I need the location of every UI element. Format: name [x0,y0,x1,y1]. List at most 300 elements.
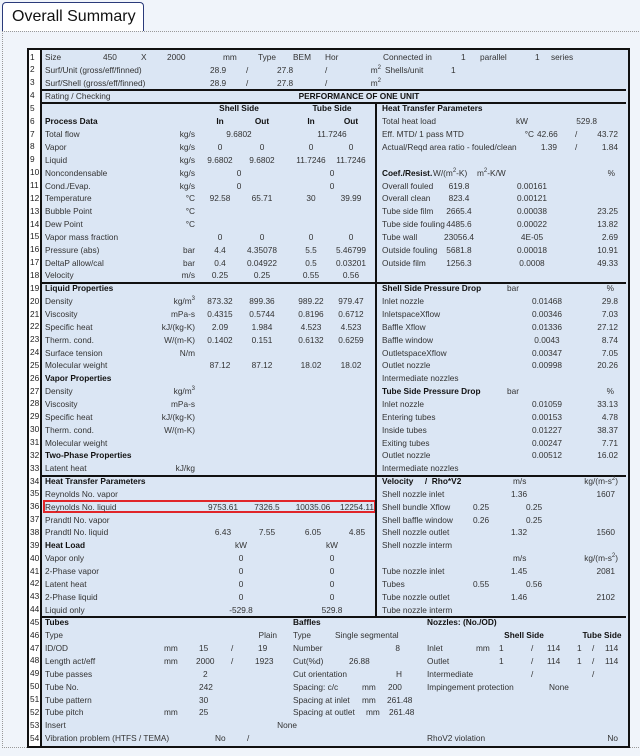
row-label: Inlet nozzle [382,296,424,307]
value-cell: 7326.5 [254,501,280,512]
cell-text: mm [164,655,178,666]
divider [40,102,626,104]
row-label: Vapor mass fraction [45,231,119,242]
value-cell: 0 [348,141,354,152]
value-cell: 823.4 [448,193,470,204]
value-cell: 0.8196 [298,309,324,319]
cell-text: mm [476,643,490,654]
row-label: Latent heat [45,463,87,474]
row-label: Density [45,296,73,307]
cell-text: Inlet [427,643,443,654]
cell-text: mm [223,52,237,62]
row-label: Temperature [45,193,92,204]
row-label: Vapor [45,141,67,152]
section-title: Nozzles: (No./OD) [427,617,497,628]
cell-text: Connected in [383,52,432,62]
row-number: 25 [30,359,40,370]
cell-text: Outlet [427,655,450,666]
value-cell: 0 [329,180,335,191]
value-cell: 87.12 [209,360,231,371]
unit-label: mPa-s [171,309,195,319]
cell-text: 1 [577,655,582,666]
row-label: Molecular weight [45,360,108,371]
value-cell: 16.02 [597,450,618,461]
row-label: Overall clean [382,193,431,204]
cell-text: / [575,141,578,152]
unit-label: kJ/kg [175,463,195,474]
value-cell: 0 [259,141,265,152]
row-label: Pressure (abs) [45,244,100,255]
row-number: 4 [30,90,35,101]
row-label: Intermediate nozzles [382,373,459,384]
cell-text: ID/OD [45,643,69,654]
value-cell: 7.55 [258,527,276,538]
cell-text: 26.88 [349,655,370,666]
value-cell: 0.26 [473,514,490,525]
value-cell: 7.05 [601,347,618,358]
row-number: 45 [30,616,40,627]
row-number: 7 [30,128,35,139]
cell-text: In [216,116,224,127]
cell-text: / [231,643,234,654]
row-label: Intermediate nozzles [382,463,459,474]
row-number: 53 [30,719,40,730]
value-cell: 0.01227 [532,424,562,435]
cell-text: / [592,668,595,679]
row-label: Dew Point [45,219,83,230]
unit-label: N/m [179,347,195,358]
value-cell: 2.69 [601,231,618,242]
value-cell: 4485.6 [446,219,472,230]
value-cell: 27.12 [597,321,618,332]
cell-text: 450 [103,52,117,62]
unit-label: % [607,167,615,178]
row-number: 47 [30,642,40,653]
cell-text: Type [293,630,311,641]
cell-text: BEM [293,52,311,62]
cell-text: 15 [199,643,209,654]
unit-label: kJ/(kg-K) [161,321,195,332]
value-cell: 23056.4 [444,231,474,242]
cell-text: Out [254,116,270,127]
row-label: Viscosity [45,398,78,409]
tab-overall-summary[interactable]: Overall Summary [2,2,144,31]
cell-text: Insert [45,720,66,731]
cell-text: 114 [547,655,561,666]
cell-text: H [396,668,402,679]
value-cell: 0.00038 [517,206,547,217]
row-label: Outside film [382,257,426,268]
value-cell: 0.56 [342,270,360,281]
value-cell: 7.71 [601,437,618,448]
row-number: 2 [30,64,35,75]
cell-text: 242 [199,681,213,692]
value-cell: 0.25 [526,501,543,512]
cell-text: series [551,52,574,62]
cell-text: Spacing: c/c [293,681,339,692]
row-number: 13 [30,205,40,216]
cell-text: / [575,129,578,140]
value-cell: 0.151 [251,334,273,345]
unit-label: % [606,283,614,294]
cell-text: / [531,668,534,679]
row-label: Tube wall [382,231,418,242]
section-title: Heat Transfer Parameters [382,103,483,114]
value-cell: 0 [238,578,244,589]
cell-text: Rating / Checking [45,90,111,101]
row-label: Liquid [45,154,68,165]
cell-text: / [592,655,595,666]
cell-text: 25 [199,707,209,718]
row-label: Shell baffle window [382,514,453,525]
unit-label: kW [326,540,338,551]
row-label: Shell nozzle inlet [382,488,445,499]
section-title: Tubes [45,617,69,628]
value-cell: 0.00153 [532,411,562,422]
cell-text: Cut orientation [293,668,347,679]
unit-label: kg/s [179,154,195,165]
cell-text: RhoV2 violation [427,733,486,744]
cell-text: 1 [577,643,582,654]
row-number: 49 [30,668,40,679]
cell-text: 1.39 [540,141,557,152]
unit-label: °C [185,206,195,217]
cell-text: Type [45,630,63,641]
unit-label: kg/s [179,167,195,178]
value-cell: 9.6802 [207,154,233,165]
unit-label: $kg/(m-s^2)$ [584,553,618,564]
row-label: Shell bundle Xflow [382,501,451,512]
row-label: Shell nozzle outlet [382,527,450,538]
cell-text: Plain [258,630,277,641]
row-label: Vapor only [45,553,85,564]
cell-text: 2000 [167,52,186,62]
cell-text: 30 [199,694,209,705]
value-cell: 0 [308,141,314,152]
value-cell: 0.6132 [298,334,324,345]
value-cell: 9.6802 [226,129,252,140]
value-cell: 0 [329,591,335,602]
row-number: 27 [30,385,40,396]
row-number: 12 [30,192,40,203]
row-label: Baffle Xflow [382,321,426,332]
cell-text: Tube pattern [45,694,92,705]
value-cell: 0.25 [526,514,543,525]
unit-label: m/s [513,553,527,564]
cell-text: 2 [203,668,208,679]
value-cell: 0.55 [302,270,320,281]
cell-text: Intermediate [427,668,474,679]
cell-text: 28.9 [210,77,227,88]
cell-text: / [531,655,534,666]
cell-text: Number [293,643,323,654]
row-number: 54 [30,732,40,743]
value-cell: 0 [259,231,265,242]
unit-label: mPa-s [171,398,195,409]
value-cell: 4E-05 [520,231,544,242]
row-label: Surface tension [45,347,103,358]
row-number: 24 [30,347,40,358]
row-number: 20 [30,295,40,306]
value-cell: 0 [236,180,242,191]
section-title: Heat Transfer Parameters [45,476,146,487]
section-title: Liquid Properties [45,283,114,294]
row-label: Molecular weight [45,437,108,448]
cell-text: mm [366,707,380,718]
value-cell: 0.4315 [207,309,233,319]
cell-text: Total heat load [382,116,436,127]
value-cell: 0.00347 [532,347,562,358]
cell-text: Out [343,116,359,127]
row-number: 28 [30,398,40,409]
cell-text: 8 [395,643,400,654]
cell-text: Single segmental [335,630,399,641]
row-number: 30 [30,424,40,435]
overall-summary-sheet [27,48,630,748]
row-number: 40 [30,552,40,563]
row-number: 15 [30,231,40,242]
row-number: 5 [30,102,35,113]
value-cell: 18.02 [300,360,322,371]
row-number: 21 [30,308,40,319]
value-cell: 6.43 [214,527,232,538]
value-cell: 1560 [596,527,615,538]
cell-text: Tube passes [45,668,93,679]
cell-text: Actual/Reqd area ratio - fouled/clean [382,141,517,152]
row-number: 26 [30,372,40,383]
cell-text: Length act/eff [45,655,96,666]
unit-label: °C [185,219,195,230]
value-cell: 87.12 [251,360,273,371]
value-cell: 619.8 [448,180,470,191]
cell-text: / [325,77,328,88]
value-cell: 5.46799 [336,244,366,255]
row-number: 3 [30,77,35,88]
row-number: 48 [30,655,40,666]
cell-text: Tube No. [45,681,79,692]
row-label: Velocity [45,270,74,281]
divider [375,102,377,616]
value-cell: 10035.06 [295,501,331,512]
row-number: 16 [30,244,40,255]
row-label: Entering tubes [382,411,436,422]
row-label: Outside fouling [382,244,438,255]
cell-text: Surf/Shell (gross/eff/finned) [45,77,146,88]
row-number: 11 [30,180,39,190]
row-label: Tube nozzle interm [382,604,453,615]
row-label: Therm. cond. [45,424,94,435]
value-cell: 0 [329,167,335,178]
row-number: 38 [30,526,40,537]
performance-title: PERFORMANCE OF ONE UNIT [298,90,420,101]
value-cell: 989.22 [298,296,324,307]
cell-text: X [141,52,147,62]
row-label: 2-Phase liquid [45,591,98,602]
value-cell: 13.82 [597,219,618,230]
cell-text: Tube Side [312,103,352,114]
cell-text: 1 [451,64,456,75]
row-number: 8 [30,141,35,152]
row-label: Baffle window [382,334,434,345]
cell-text: 27.8 [277,64,294,75]
unit-label: $m^2$ [370,64,381,75]
value-cell: -529.8 [229,604,253,615]
cell-text: No [215,733,226,744]
cell-text: Shells/unit [385,64,424,75]
row-label: Specific heat [45,321,93,332]
section-title: Two-Phase Properties [45,450,132,461]
unit-label: m/s [181,270,195,281]
value-cell: 4.4 [214,244,226,255]
value-cell: 0.00018 [517,244,547,255]
value-cell: 0 [238,591,244,602]
value-cell: 0.56 [526,578,543,589]
value-cell: 0.1402 [207,334,233,345]
value-cell: 49.33 [597,257,618,268]
unit-label: bar [183,244,195,255]
cell-text: Surf/Unit (gross/eff/finned) [45,64,142,75]
value-cell: 0.6259 [338,334,364,345]
value-cell: 1.984 [251,321,273,332]
value-cell: 92.58 [209,193,231,204]
value-cell: 1256.3 [446,257,472,268]
value-cell: 0.00161 [517,180,547,191]
cell-text: / [592,643,595,654]
cell-text: 1 [499,655,504,666]
row-number: 46 [30,629,40,640]
row-label: Prandtl No. liquid [45,527,109,538]
value-cell: 23.25 [597,206,618,217]
unit-label: kW [516,116,528,127]
value-cell: 4.78 [601,411,618,422]
value-cell: 5.5 [305,244,317,255]
value-cell: 11.7246 [336,154,366,165]
row-label: Shell nozzle interm [382,540,453,551]
cell-text: 114 [605,643,619,654]
value-cell: 4.523 [340,321,362,332]
unit-label: W/(m-K) [164,334,195,345]
row-number: 17 [30,257,40,268]
row-label: Overall fouled [382,180,434,191]
cell-text: No [607,733,618,744]
row-label: DeltaP allow/cal [45,257,104,268]
unit-label: $m^2$ [370,77,381,88]
value-cell: 39.99 [340,193,362,204]
row-number: 41 [30,565,40,576]
cell-text: Type [258,52,276,62]
unit-label: kW [235,540,247,551]
cell-text: In [307,116,315,127]
value-cell: 0 [238,553,244,564]
row-number: 43 [30,591,40,602]
value-cell: 0.25 [211,270,229,281]
row-label: Cond./Evap. [45,180,91,191]
row-label: Outlet nozzle [382,360,431,371]
value-cell: 0 [217,231,223,242]
value-cell: 0.0043 [534,334,560,345]
cell-text: / [231,655,234,666]
value-cell: 30 [306,193,316,204]
value-cell: 0.00022 [517,219,547,230]
row-label: Liquid only [45,604,85,615]
cell-text: 200 [388,681,402,692]
value-cell: 1.46 [511,591,528,602]
row-number-column [29,50,42,746]
value-cell: 20.26 [597,360,618,371]
cell-text: 114 [605,655,619,666]
value-cell: 2665.4 [446,206,472,217]
value-cell: 4.523 [300,321,322,332]
cell-text: 1 [535,52,540,62]
value-cell: 11.7246 [317,129,347,140]
unit-label: kg/s [179,129,195,140]
row-label: Tube side film [382,206,434,217]
value-cell: 0.00346 [532,309,562,319]
value-cell: 0.5 [305,257,317,268]
value-cell: 9.6802 [249,154,275,165]
cell-text: 261.48 [389,707,415,718]
value-cell: 8.74 [601,334,618,345]
row-number: 52 [30,706,40,717]
row-label: Outlet nozzle [382,450,431,461]
cell-text: Eff. MTD/ 1 pass MTD [382,129,464,140]
row-number: 22 [30,321,40,332]
value-cell: 0.00247 [532,437,562,448]
cell-text: parallel [480,52,507,62]
value-cell: 12254.11 [340,501,374,512]
section-title: Baffles [293,617,321,628]
unit-label: $kg/(m-s^2)$ [584,476,618,487]
cell-text: Hor [325,52,339,62]
row-number: 9 [30,154,35,165]
unit-label: bar [507,283,519,294]
row-label: Reynolds No. liquid [45,501,117,512]
value-cell: 0.6712 [338,309,364,319]
unit-label: °C [185,193,195,204]
row-label: Latent heat [45,578,87,589]
value-cell: 0.01468 [532,296,562,307]
value-cell: 1607 [596,488,615,499]
value-cell: 1.32 [511,527,528,538]
cell-text: / [531,643,534,654]
row-number: 42 [30,578,40,589]
value-cell: 38.37 [597,424,618,435]
row-label: Viscosity [45,309,78,319]
value-cell: 0.00121 [517,193,547,204]
row-label: Tube nozzle inlet [382,566,445,576]
value-cell: 5681.8 [446,244,472,255]
unit-label: °C [524,129,534,140]
row-label: Reynolds No. vapor [45,488,118,499]
row-number: 10 [30,167,40,178]
cell-text: 28.9 [210,64,227,75]
row-number: 34 [30,475,40,486]
value-cell: 0 [329,566,335,576]
value-cell: 7.03 [601,309,618,319]
cell-text: Spacing at inlet [293,694,350,705]
unit-label: $m^2-K/W$ [477,167,506,178]
value-cell: 4.85 [348,527,366,538]
row-label: Prandtl No. vapor [45,514,110,525]
value-cell: 0.00512 [532,450,562,461]
cell-text: 43.72 [597,129,618,140]
value-cell: 0.04922 [247,257,277,268]
value-cell: 6.05 [304,527,322,538]
cell-text: Size [45,52,62,62]
unit-label: % [606,386,614,397]
cell-text: None [277,720,297,731]
value-cell: 1.36 [511,488,528,499]
